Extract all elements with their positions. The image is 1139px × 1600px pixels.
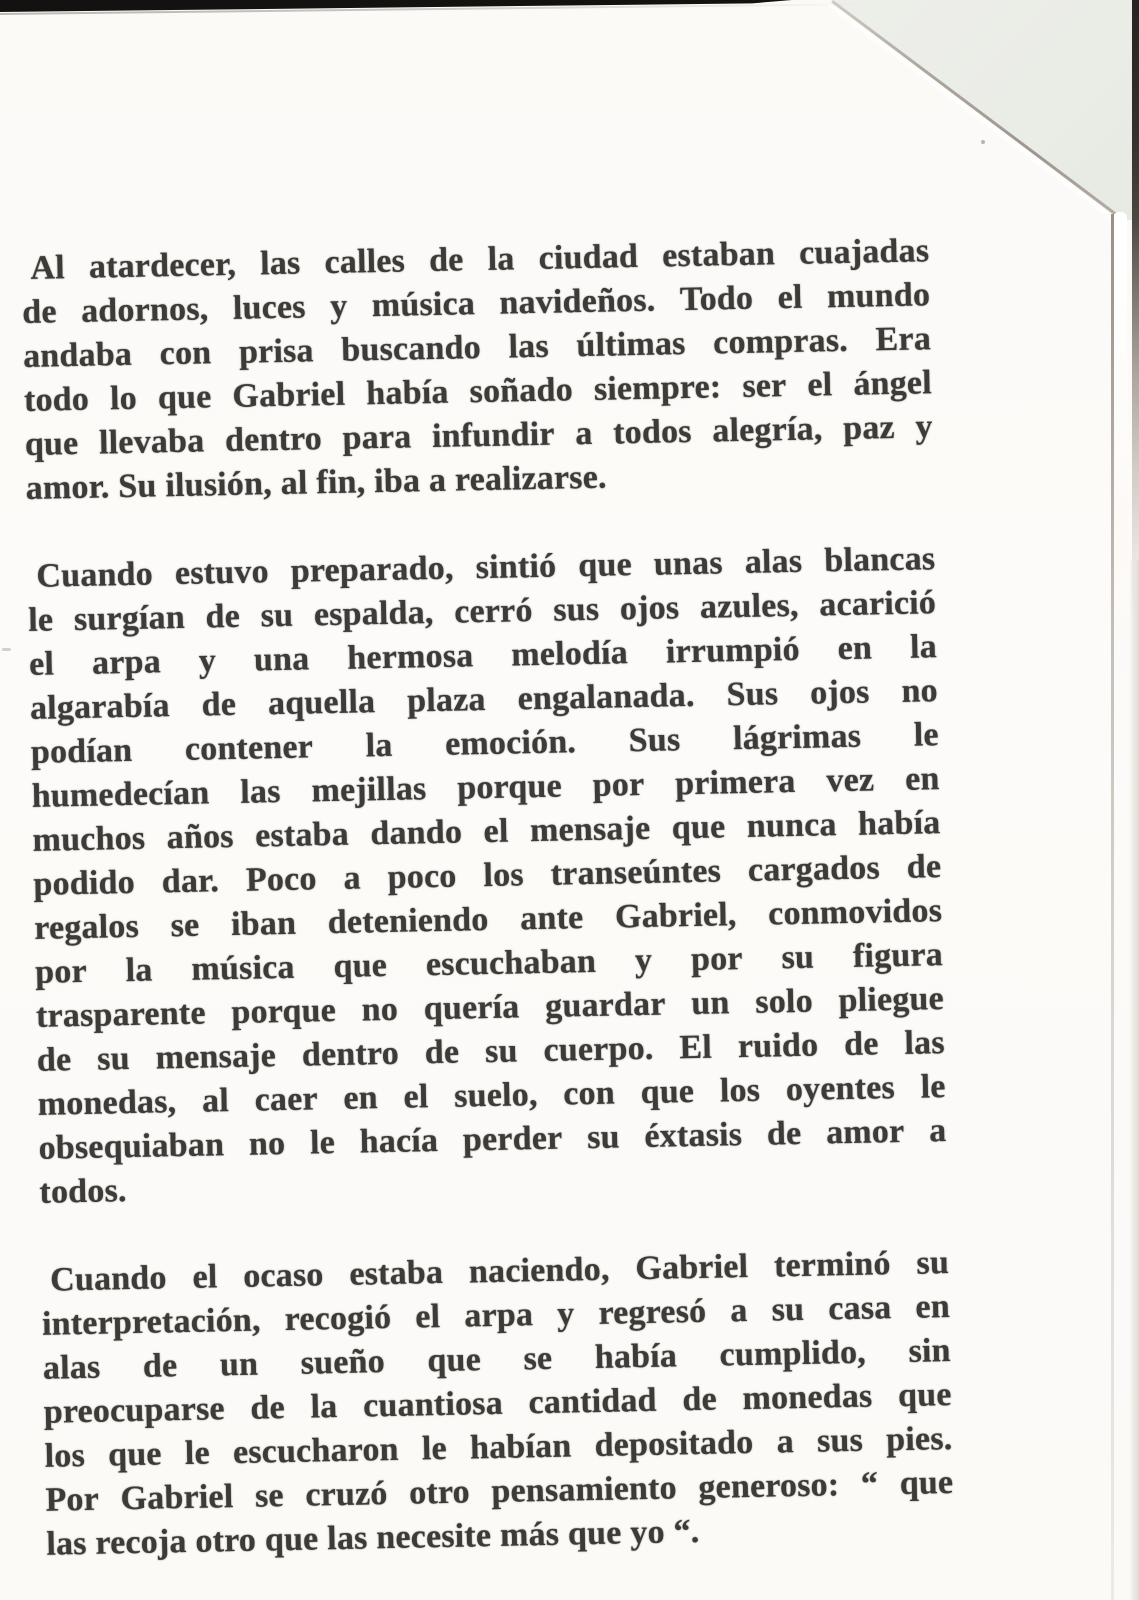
word: más [499, 1515, 560, 1554]
word: había [594, 1337, 678, 1376]
word: y [634, 941, 653, 980]
word: de [250, 1389, 286, 1427]
word: poco [387, 857, 457, 896]
word: un [690, 984, 730, 1023]
scan-speck [2, 648, 11, 651]
scan-right-edge-soft [1129, 560, 1139, 1600]
word: su [916, 1244, 950, 1282]
word: obsequiaban [38, 1126, 225, 1167]
word: Al [30, 249, 66, 287]
word: lágrimas [732, 717, 862, 758]
word: no [901, 672, 939, 710]
word: la [487, 240, 515, 278]
word: su [771, 1290, 805, 1329]
word: sintió [475, 547, 557, 587]
word: su [586, 1118, 621, 1157]
word: llevaba [98, 422, 205, 462]
paragraph [41, 1241, 955, 1567]
word: a [729, 1292, 748, 1330]
word: Sus [726, 675, 779, 714]
word: le [27, 601, 54, 639]
word: caer [254, 1080, 319, 1119]
word: necesite [375, 1517, 492, 1557]
word: de [766, 1114, 802, 1153]
word: Gabriel, [614, 896, 737, 936]
scan-speck [981, 140, 985, 144]
word: estaba [349, 1253, 444, 1293]
word: dar. [161, 862, 220, 901]
word: iba [373, 462, 421, 501]
word: que [333, 946, 388, 986]
word: “. [673, 1512, 700, 1551]
word: alegría, [711, 410, 823, 450]
word: regalos [33, 907, 140, 947]
word: no [248, 1125, 286, 1163]
word: mensaje [155, 1037, 277, 1077]
word: sin [908, 1332, 952, 1370]
word: amor. [25, 468, 110, 507]
word: a [428, 461, 447, 500]
word: Era [875, 320, 932, 359]
word: hacía [359, 1122, 439, 1161]
word: música [371, 285, 476, 325]
word: que [157, 378, 212, 417]
word: Gabriel [120, 1478, 234, 1518]
word: por [34, 952, 88, 991]
word: infundir [431, 415, 555, 455]
word: interpretación, [41, 1301, 261, 1343]
word: éxtasis [644, 1116, 743, 1155]
word: engalanada. [517, 676, 695, 718]
word: iban [230, 904, 297, 944]
word: buscando [340, 329, 482, 369]
word: oyentes [785, 1069, 896, 1109]
word: años [166, 817, 235, 857]
word: espalda, [313, 594, 434, 634]
word: soñado [469, 371, 574, 411]
word: de [205, 597, 241, 636]
word: que [577, 546, 633, 585]
word: estuvo [174, 553, 270, 593]
word: una [253, 640, 310, 679]
word: primera [674, 762, 796, 803]
word: siempre: [593, 368, 722, 408]
word: a [574, 414, 593, 453]
word: acarició [818, 584, 937, 624]
word: navideños. [499, 281, 656, 322]
word: el [403, 1078, 429, 1116]
word: música [191, 948, 295, 988]
word: que [427, 1341, 482, 1380]
word: porque [456, 767, 563, 807]
word: surgían [73, 598, 186, 639]
word: el [28, 645, 55, 683]
word: el [807, 366, 833, 404]
word: recoja [95, 1523, 187, 1562]
word: la [365, 726, 393, 765]
word: y [198, 642, 217, 680]
word: su [484, 1032, 518, 1071]
word: ojos [809, 673, 870, 712]
word: mensaje [529, 809, 651, 850]
word: monedas [742, 1377, 873, 1418]
word: en [837, 629, 873, 668]
word: en [904, 760, 940, 798]
word: pies. [885, 1420, 953, 1459]
word: preparado, [290, 549, 454, 590]
word: sueño [300, 1343, 386, 1382]
word: que [671, 808, 726, 847]
word: últimas [576, 325, 686, 365]
word: sus [816, 1421, 864, 1460]
word: al [201, 1082, 230, 1120]
word: pliegue [838, 980, 945, 1020]
word: las [45, 1524, 87, 1563]
word: lo [109, 379, 138, 418]
word: un [219, 1345, 259, 1384]
word: Cuando [49, 1259, 168, 1299]
word: arpa [463, 1296, 534, 1335]
word: ocaso [242, 1256, 324, 1295]
word: contener [184, 728, 314, 768]
word: cuantiosa [362, 1384, 504, 1425]
word: dentro [301, 1034, 400, 1074]
word: su [781, 938, 815, 977]
word: amor [825, 1112, 905, 1152]
word: de [201, 685, 237, 724]
word: de [906, 848, 942, 886]
word: había [857, 804, 941, 843]
word: deteniendo [327, 900, 489, 942]
word: de [36, 1041, 72, 1079]
word: algarabía [29, 687, 171, 727]
word: suelo, [453, 1076, 538, 1115]
word: alas [744, 542, 803, 581]
word: las [508, 327, 550, 366]
word: estaba [254, 815, 350, 855]
word: no [361, 990, 399, 1029]
word: ojos [619, 589, 680, 628]
word: cuajadas [798, 232, 930, 272]
word: mundo [826, 276, 931, 316]
word: y [556, 1295, 575, 1333]
word: el [777, 278, 803, 317]
word: paz [842, 408, 896, 447]
word: por [690, 940, 743, 979]
word: alas [42, 1348, 101, 1387]
word: Su [117, 467, 157, 506]
word: cumplido, [719, 1333, 867, 1374]
word: al [280, 464, 308, 502]
word: de [843, 1025, 879, 1064]
word: y [329, 287, 348, 325]
word: transeúntes [550, 852, 722, 893]
word: las [326, 1519, 368, 1558]
word: cargados [747, 849, 881, 889]
word: para [342, 418, 412, 457]
word: el [192, 1258, 218, 1296]
word: estaban [661, 235, 776, 275]
scan-right-edge-dark-strip [1132, 0, 1139, 640]
word: en [343, 1079, 379, 1117]
word: su [260, 596, 294, 635]
word: que [24, 424, 79, 463]
word: le [920, 1068, 946, 1106]
word: atardecer, [88, 245, 237, 286]
word: de [682, 1380, 718, 1419]
word: por [592, 765, 645, 804]
word: el [483, 812, 509, 851]
word: irrumpió [665, 630, 801, 671]
word: los [719, 1071, 761, 1110]
word: El [679, 1028, 713, 1067]
word: perder [462, 1119, 563, 1159]
word: ilusión, [165, 465, 273, 505]
word: trasparente [35, 994, 207, 1035]
word: escuchaban [425, 942, 597, 984]
scan-page-edge-line [1111, 214, 1114, 1600]
paragraph [21, 229, 934, 511]
word: había [365, 373, 449, 413]
word: que [107, 1435, 162, 1474]
word: su [96, 1040, 131, 1078]
word: Sus [628, 721, 681, 760]
word: cantidad [528, 1381, 658, 1422]
word: azules, [699, 586, 799, 626]
word: le [913, 716, 940, 754]
word: cruzó [305, 1475, 388, 1514]
word: ciudad [538, 237, 639, 277]
word: que [640, 1073, 695, 1112]
word: cerró [453, 592, 533, 631]
word: regresó [598, 1292, 707, 1332]
word: la [125, 951, 153, 990]
word: recogió [284, 1298, 392, 1339]
word: Todo [679, 279, 754, 319]
word: yo [629, 1513, 666, 1552]
word: Cuando [36, 555, 154, 595]
paragraph [27, 537, 948, 1215]
word: ruido [737, 1026, 819, 1066]
word: se [254, 1477, 285, 1515]
word: terminó [773, 1245, 891, 1285]
word: que [567, 1514, 622, 1553]
word: se [170, 906, 200, 945]
word: de [21, 293, 58, 331]
word: mejillas [311, 770, 427, 810]
word: preocuparse [43, 1390, 226, 1431]
word: otro [195, 1521, 257, 1560]
word: hermosa [346, 637, 474, 677]
word: a [776, 1423, 795, 1461]
word: habían [469, 1427, 572, 1467]
word: emoción. [444, 723, 577, 763]
word: dentro [224, 420, 323, 460]
word: unas [653, 544, 724, 583]
word: la [310, 1388, 338, 1426]
word: la [909, 628, 938, 666]
word: todo [23, 380, 90, 419]
word: luces [232, 288, 306, 327]
word: todos. [39, 1172, 127, 1211]
word: con [159, 334, 212, 373]
word: escucharon [232, 1430, 400, 1472]
word: a [928, 1112, 947, 1150]
word: Por [45, 1480, 100, 1519]
word: aquella [267, 683, 376, 723]
word: generoso: [698, 1466, 840, 1506]
word: los [483, 856, 525, 895]
word: figura [852, 936, 944, 975]
word: el [414, 1298, 441, 1336]
word: podían [30, 731, 133, 771]
word: quería [423, 988, 520, 1028]
word: compras. [712, 321, 849, 362]
word: todos [612, 412, 692, 452]
word: vez [826, 761, 875, 800]
word: monedas, [37, 1083, 177, 1123]
word: los [44, 1436, 86, 1475]
word: le [309, 1124, 336, 1162]
word: a [343, 859, 362, 897]
word: calles [324, 242, 406, 282]
word: ser [742, 367, 787, 405]
scan-page-edge-highlight [1113, 212, 1127, 772]
word: le [184, 1434, 211, 1473]
word: depositado [594, 1423, 754, 1465]
word: cuerpo. [543, 1029, 654, 1069]
word: realizarse. [454, 458, 607, 499]
word: otro [408, 1473, 471, 1512]
word: fin, [315, 463, 366, 502]
word: melodía [510, 634, 629, 674]
word: que [899, 1464, 954, 1503]
word: con [562, 1074, 616, 1113]
word: de [142, 1347, 178, 1385]
word: “ [860, 1465, 879, 1503]
word: andaba [22, 335, 133, 375]
text-block [21, 229, 955, 1566]
word: dando [370, 813, 463, 853]
word: sus [552, 590, 600, 629]
word: casa [827, 1289, 892, 1328]
word: humedecían [31, 774, 210, 815]
word: de [428, 241, 464, 280]
word: muchos [32, 819, 146, 859]
word: naciendo, [468, 1250, 610, 1291]
word: las [259, 244, 301, 283]
word: de [424, 1033, 460, 1072]
word: Gabriel [635, 1247, 749, 1288]
word: las [239, 773, 281, 811]
word: Poco [245, 860, 317, 899]
word: que [897, 1376, 952, 1415]
scan-corner-fold-shade [833, 0, 1139, 220]
word: arpa [91, 643, 162, 682]
word: ante [519, 899, 584, 938]
word: adornos, [80, 290, 209, 330]
word: las [904, 1024, 946, 1062]
word: prisa [238, 332, 315, 371]
word: pensamiento [491, 1469, 678, 1511]
word: nunca [746, 806, 837, 845]
word: blancas [823, 540, 936, 580]
word: que [264, 1520, 319, 1559]
word: y [915, 408, 934, 446]
word: porque [231, 991, 337, 1032]
word: en [915, 1288, 951, 1326]
word: se [523, 1339, 553, 1378]
word: Gabriel [232, 375, 346, 415]
word: guardar [544, 985, 666, 1025]
word: le [421, 1429, 448, 1468]
word: plaza [406, 681, 487, 720]
word: podido [33, 863, 136, 903]
word: solo [754, 982, 814, 1021]
word: ángel [852, 364, 933, 403]
word: conmovidos [767, 892, 943, 933]
